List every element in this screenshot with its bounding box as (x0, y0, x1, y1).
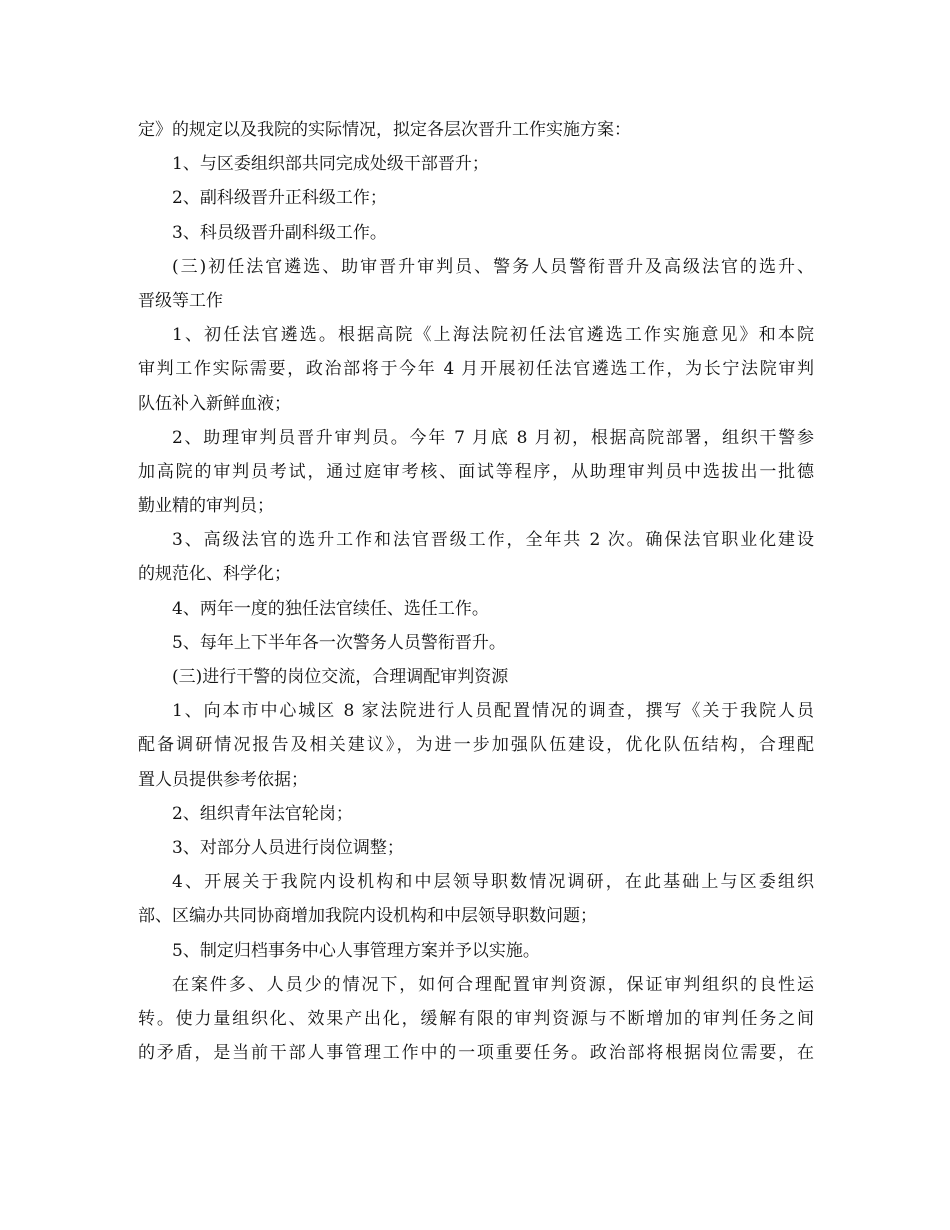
text-line: (三)进行干警的岗位交流，合理调配审判资源 (172, 667, 509, 687)
text-line: 4、开展关于我院内设机构和中层领导职数情况调研，在此基础上与区委组织 (172, 872, 814, 893)
text-line: 加高院的审判员考试，通过庭审考核、面试等程序，从助理审判员中选拔出一批德 (138, 461, 814, 482)
text-line: 转。使力量组织化、效果产出化，缓解有限的审判资源与不断增加的审判任务之间 (138, 1008, 814, 1029)
text-line: 审判工作实际需要，政治部将于今年 4 月开展初任法官遴选工作，为长宁法院审判 (138, 359, 814, 380)
text-line: 勤业精的审判员； (138, 496, 274, 517)
text-line: 队伍补入新鲜血液； (138, 393, 291, 414)
text-line: 3、科员级晋升副科级工作。 (172, 222, 387, 243)
text-line: 1、初任法官遴选。根据高院《上海法院初任法官遴选工作实施意见》和本院 (172, 325, 814, 346)
text-line: 1、向本市中心城区 8 家法院进行人员配置情况的调查，撰写《关于我院人员 (172, 701, 814, 722)
text-line: 5、每年上下半年各一次警务人员警衔晋升。 (172, 632, 506, 653)
document-body (138, 113, 814, 1070)
text-line: 配备调研情况报告及相关建议》，为进一步加强队伍建设，优化队伍结构，合理配 (138, 735, 814, 756)
text-line: 4、两年一度的独任法官续任、选任工作。 (172, 598, 489, 619)
text-line: 3、高级法官的选升工作和法官晋级工作，全年共 2 次。确保法官职业化建设 (172, 530, 814, 551)
text-line: 置人员提供参考依据； (138, 769, 308, 790)
text-line: 5、制定归档事务中心人事管理方案并予以实施。 (172, 940, 540, 961)
text-line: 3、对部分人员进行岗位调整； (172, 837, 404, 858)
text-line: 的矛盾，是当前干部人事管理工作中的一项重要任务。政治部将根据岗位需要，在 (138, 1043, 814, 1064)
text-line: (三)初任法官遴选、助审晋升审判员、警务人员警衔晋升及高级法官的选升、 (172, 256, 814, 277)
text-line: 定》的规定以及我院的实际情况，拟定各层次晋升工作实施方案： (138, 120, 631, 140)
text-line: 部、区编办共同协商增加我院内设机构和中层领导职数问题； (138, 906, 597, 927)
text-line: 晋级等工作 (138, 290, 223, 311)
text-line: 2、组织青年法官轮岗； (172, 803, 353, 824)
text-line: 2、副科级晋升正科级工作； (172, 188, 387, 209)
text-line: 的规范化、科学化； (138, 564, 291, 585)
text-line: 在案件多、人员少的情况下，如何合理配置审判资源，保证审判组织的良性运 (172, 974, 814, 995)
text-line: 1、与区委组织部共同完成处级干部晋升； (172, 154, 489, 175)
text-line: 2、助理审判员晋升审判员。今年 7 月底 8 月初，根据高院部署，组织干警参 (172, 427, 814, 448)
